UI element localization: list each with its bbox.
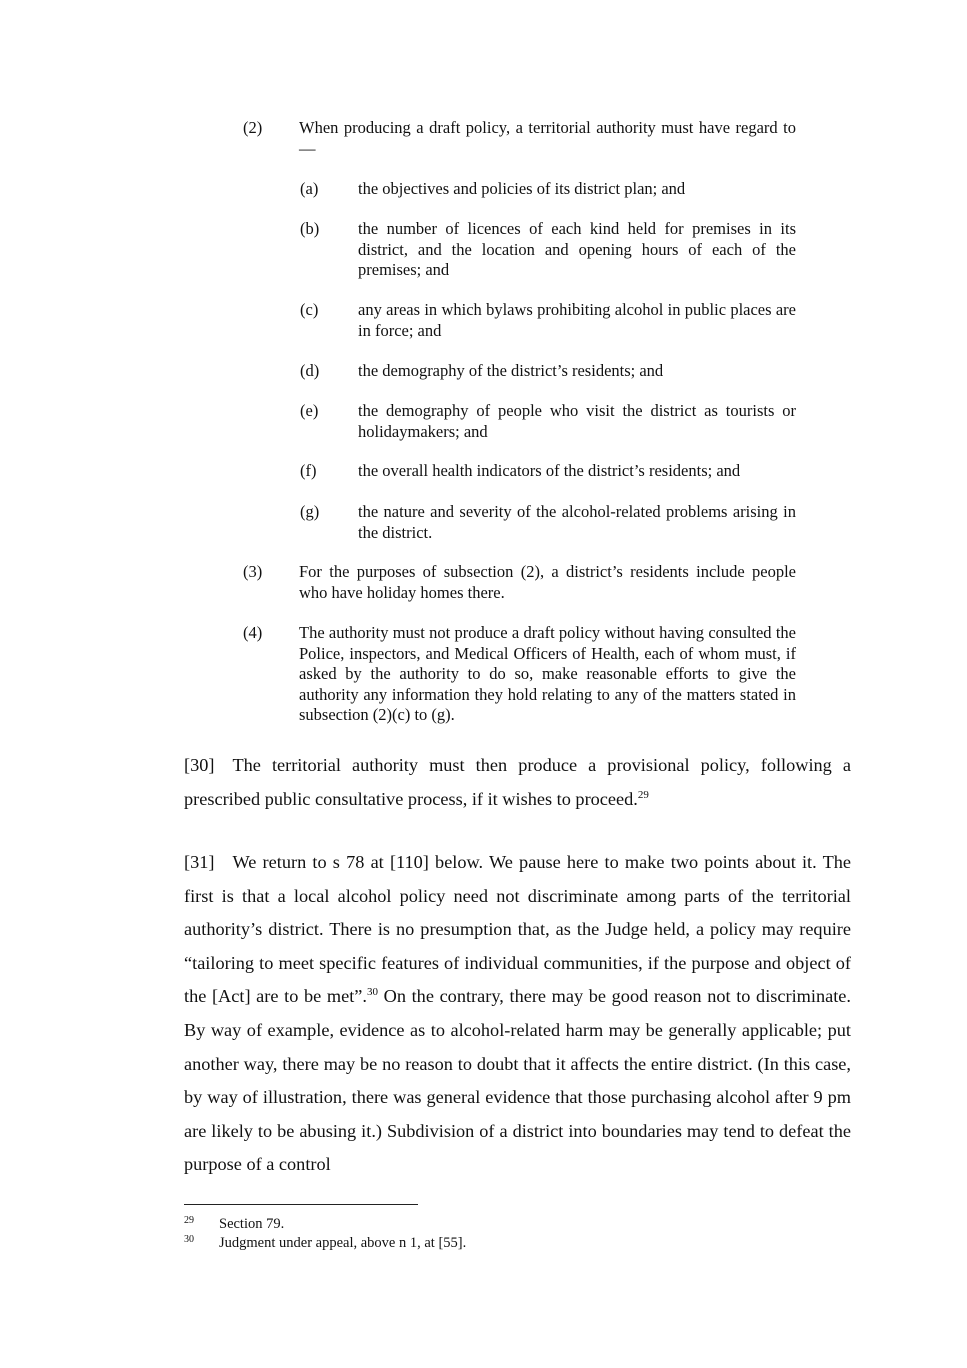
footnote-number: 29 bbox=[184, 1215, 194, 1226]
list-item bbox=[300, 179, 796, 200]
item-label: (b) bbox=[300, 219, 320, 238]
item-text: the demography of the district’s residents; and bbox=[358, 361, 664, 380]
item-label: (d) bbox=[300, 361, 320, 380]
list-item bbox=[300, 300, 796, 341]
footnote-divider bbox=[184, 1204, 418, 1205]
item-text: the number of licences of each kind held for premises in its district, and the location and opening hours of each of the premises; and bbox=[358, 219, 796, 280]
subsection-number: (3) bbox=[243, 562, 263, 581]
footnote-number: 30 bbox=[184, 1234, 194, 1245]
paragraph-text: We return to s 78 at [110] below. We pause here to make two points about it. The first is that a local alcohol policy need not discriminate among parts of the territorial authority’s district. There is no presumption that, as the Judge held, a policy may require “tailoring to meet specific features of individual communities, if the purpose and object of the [Act] are to be met”. bbox=[184, 852, 851, 1007]
item-text: any areas in which bylaws prohibiting alcohol in public places are in force; and bbox=[358, 300, 796, 340]
list-item bbox=[300, 401, 796, 442]
subsection-4 bbox=[243, 623, 796, 726]
item-text: the overall health indicators of the district’s residents; and bbox=[358, 461, 741, 480]
item-label: (a) bbox=[300, 179, 319, 198]
item-text: the objectives and policies of its district plan; and bbox=[358, 179, 686, 198]
item-text: the demography of people who visit the district as tourists or holidaymakers; and bbox=[358, 401, 796, 441]
paragraph-30 bbox=[184, 749, 851, 816]
list-item bbox=[300, 502, 796, 543]
subsection-text: When producing a draft policy, a territorial authority must have regard to— bbox=[299, 118, 796, 158]
subsection-number: (4) bbox=[243, 623, 263, 642]
subsection-3 bbox=[243, 562, 796, 603]
list-item bbox=[300, 461, 796, 482]
paragraph-31 bbox=[184, 846, 851, 1182]
footnote-text: Judgment under appeal, above n 1, at [55]. bbox=[219, 1235, 467, 1251]
paragraph-number: [31] bbox=[184, 852, 215, 872]
item-label: (f) bbox=[300, 461, 317, 480]
paragraph-text: The territorial authority must then produce a provisional policy, following a prescribed public consultative process, if it wishes to proceed. bbox=[184, 755, 851, 809]
paragraph-number: [30] bbox=[184, 755, 215, 775]
footnote bbox=[184, 1234, 784, 1252]
item-text: the nature and severity of the alcohol-related problems arising in the district. bbox=[358, 502, 796, 542]
subsection-number: (2) bbox=[243, 118, 263, 137]
subsection-text: For the purposes of subsection (2), a district’s residents include people who have holiday homes there. bbox=[299, 562, 796, 602]
footnote-ref[interactable]: 30 bbox=[366, 986, 378, 999]
item-label: (c) bbox=[300, 300, 319, 319]
item-label: (g) bbox=[300, 502, 320, 521]
footnote-text: Section 79. bbox=[219, 1216, 285, 1232]
item-label: (e) bbox=[300, 401, 319, 420]
list-item bbox=[300, 219, 796, 281]
subsection-text: The authority must not produce a draft policy without having consulted the Police, inspectors, and Medical Officers of Health, each of whom must, if asked by the authority to do so, make reasonable efforts to give the authority any information they hold relating to any of the matters stated in subsection (2)(c) to (g). bbox=[299, 623, 796, 725]
footnote-ref[interactable]: 29 bbox=[637, 788, 649, 801]
subsection-2 bbox=[243, 118, 796, 159]
list-item bbox=[300, 361, 796, 382]
paragraph-text-continued: On the contrary, there may be good reason not to discriminate. By way of example, evidence as to alcohol-related harm may be generally applicable; put another way, there may be no reason to doubt that it affects the entire district. (In this case, by way of illustration, there was general evidence that those purchasing alcohol after 9 pm are likely to be abusing it.) Subdivision of a district into boundaries may tend to defeat the purpose of a control bbox=[184, 986, 851, 1175]
footnote bbox=[184, 1215, 784, 1233]
